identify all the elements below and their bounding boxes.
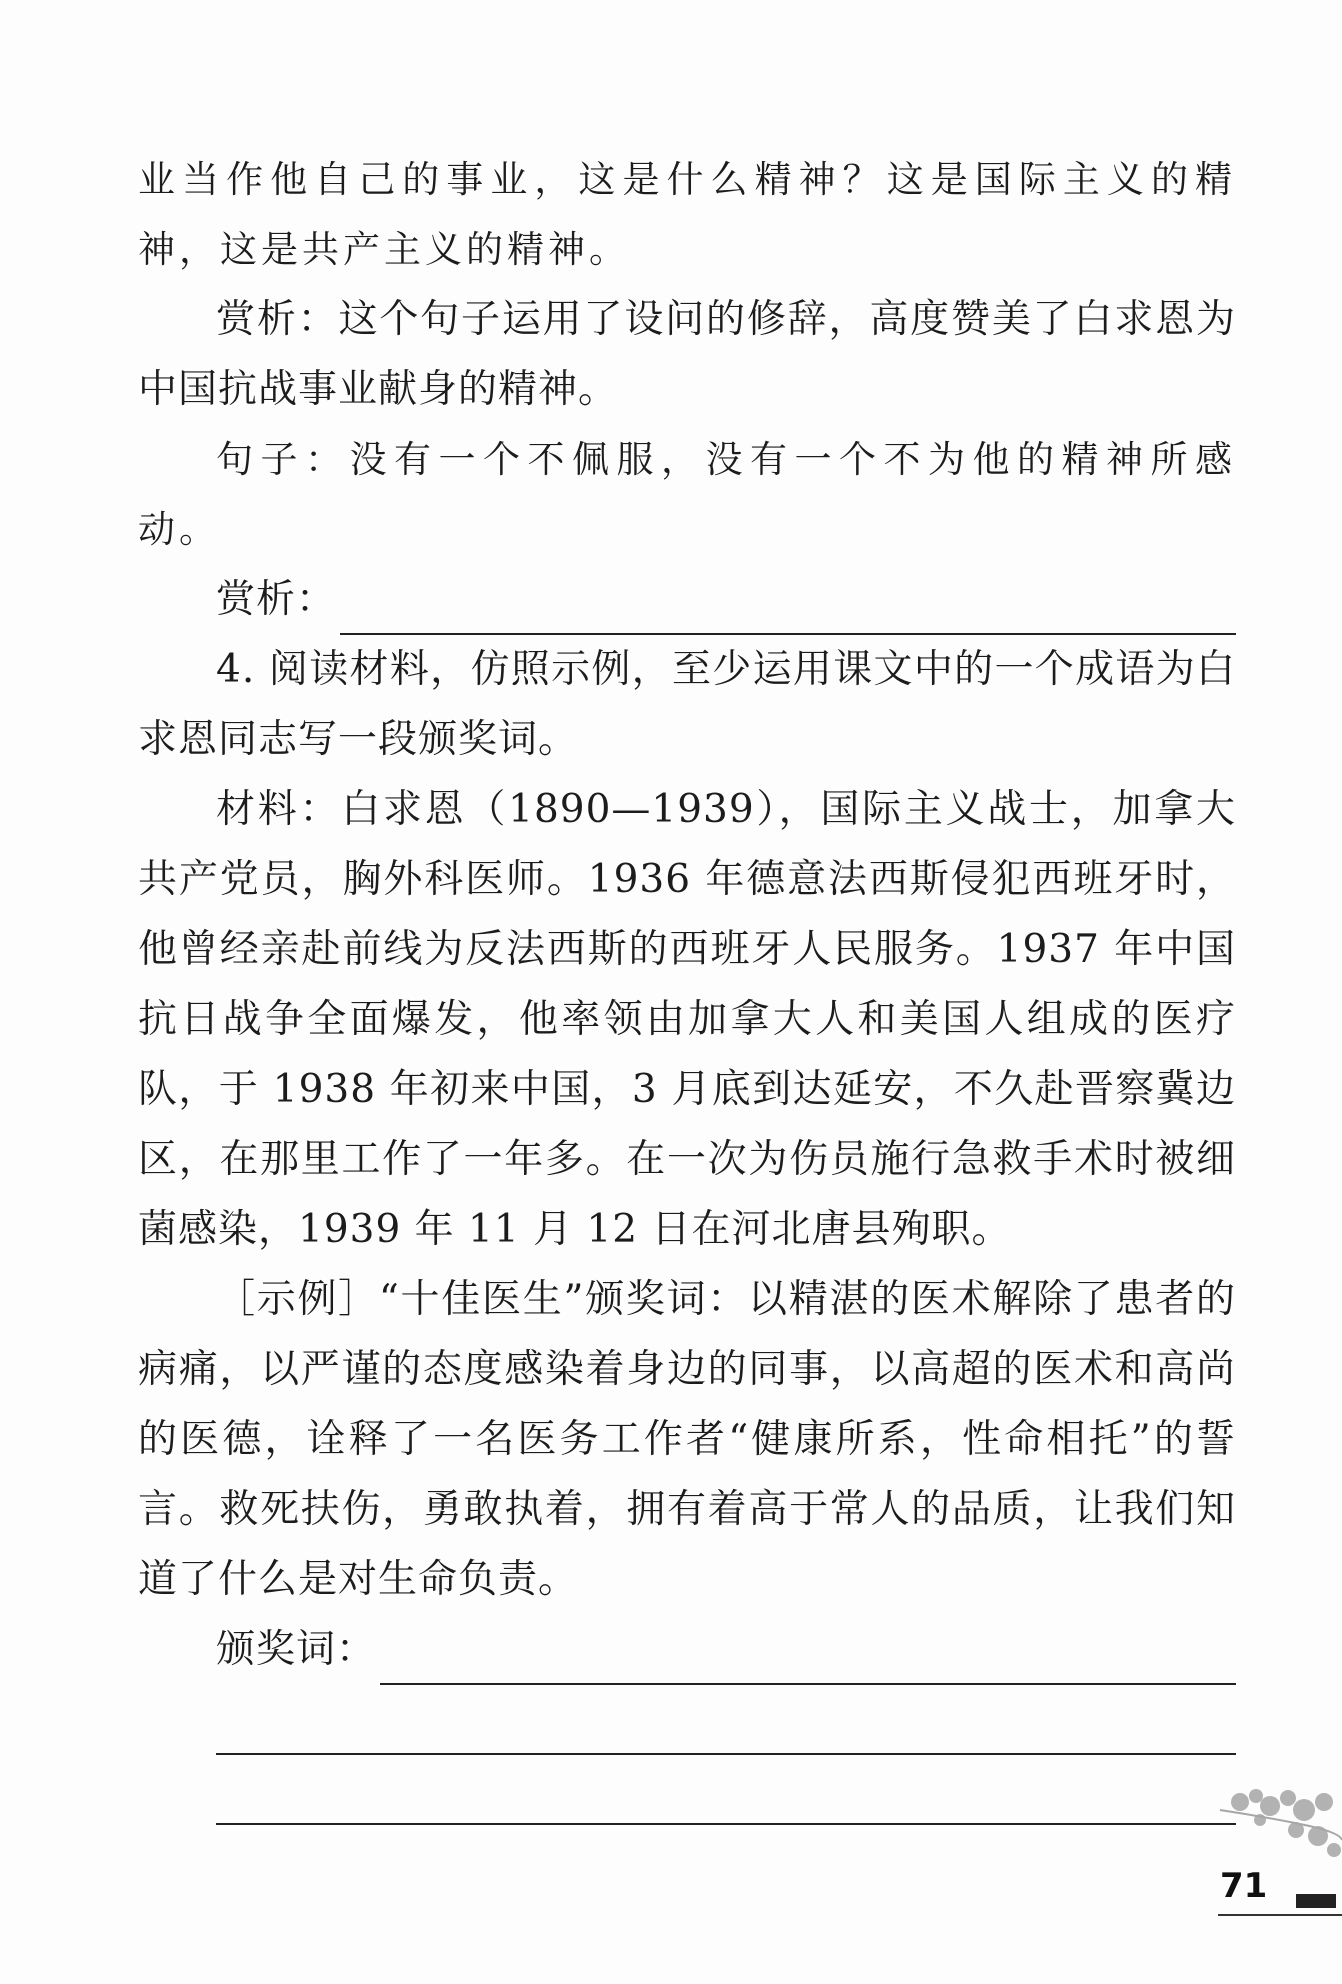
analysis-answer-line[interactable]: [340, 581, 1236, 635]
sentence-prompt: 句子：没有一个不佩服，没有一个不为他的精神所感动。: [138, 438, 1236, 551]
award-answer-line-3[interactable]: [216, 1755, 1236, 1825]
question-4: 4. 阅读材料，仿照示例，至少运用课文中的一个成语为白求恩同志写一段颁奖词。: [138, 647, 1236, 762]
quote-continuation: 业当作他自己的事业，这是什么精神？这是国际主义的精神，这是共产主义的精神。: [138, 158, 1236, 271]
award-answer-line-2[interactable]: [216, 1685, 1236, 1755]
page-number: 71: [1220, 1866, 1268, 1906]
analysis-answer-row: [138, 565, 1236, 635]
award-answer-row: [138, 1615, 1236, 1685]
page-number-rule: [1218, 1914, 1342, 1916]
page-content: [138, 145, 1236, 1825]
page-number-marker: [1296, 1894, 1336, 1908]
analysis-label: 赏析：: [216, 577, 337, 622]
material-paragraph: 材料：白求恩（1890—1939），国际主义战士，加拿大共产党员，胸外科医师。1936 年德意法西斯侵犯西班牙时，他曾经亲赴前线为反法西斯的西班牙人民服务。1937 年中国抗日战争全面爆发，他率领由加拿大人和美国人组成的医疗队，于 1938 年初来中国，3 月底到达延安，不久赴晋察冀边区，在那里工作了一年多。在一次为伤员施行急救手术时被细菌感染，1939 年 11 月 12 日在河北唐县殉职。: [138, 787, 1236, 1252]
ink-flower-icon: [1200, 1780, 1342, 1870]
award-label: 颁奖词：: [216, 1627, 377, 1672]
analysis-example: 赏析：这个句子运用了设问的修辞，高度赞美了白求恩为中国抗战事业献身的精神。: [138, 297, 1236, 412]
award-answer-line-1[interactable]: [380, 1631, 1236, 1685]
example-paragraph: ［示例］“十佳医生”颁奖词：以精湛的医术解除了患者的病痛，以严谨的态度感染着身边的同事，以高超的医术和高尚的医德，诠释了一名医务工作者“健康所系，性命相托”的誓言。救死扶伤，勇敢执着，拥有着高于常人的品质，让我们知道了什么是对生命负责。: [138, 1277, 1236, 1602]
